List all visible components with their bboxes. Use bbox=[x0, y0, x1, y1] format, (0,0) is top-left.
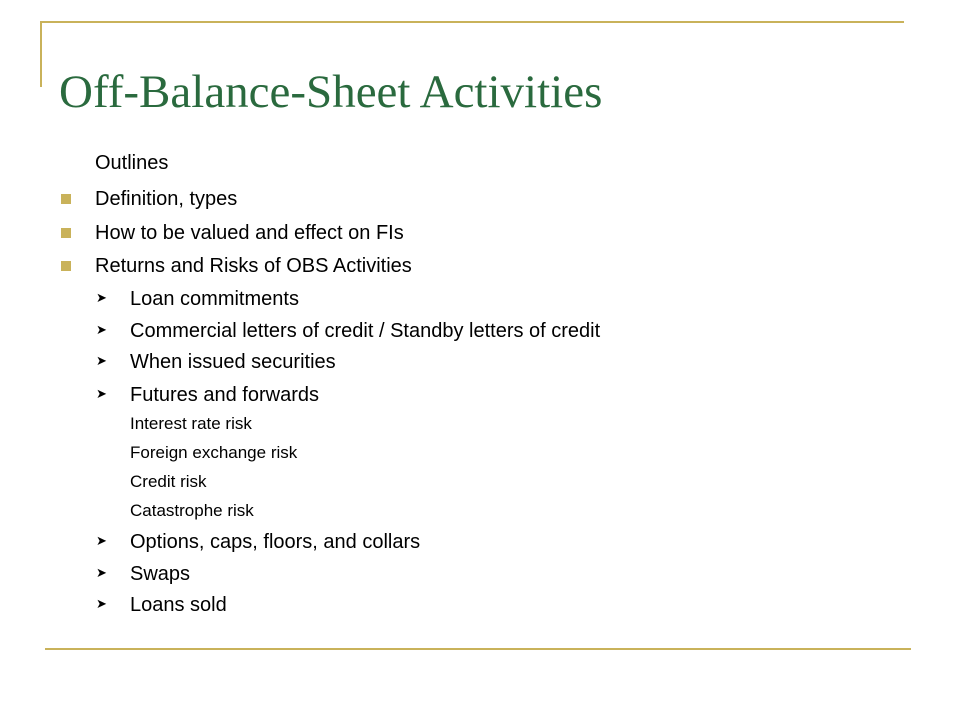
arrow-bullet-icon: ➤ bbox=[96, 597, 107, 612]
sub-item: Loan commitments bbox=[130, 288, 299, 310]
square-bullet-icon bbox=[61, 228, 71, 238]
arrow-bullet-icon: ➤ bbox=[96, 291, 107, 306]
bullet-item: Returns and Risks of OBS Activities bbox=[95, 255, 412, 277]
risk-item: Interest rate risk bbox=[130, 414, 252, 433]
square-bullet-icon bbox=[61, 261, 71, 271]
sub-item: Options, caps, floors, and collars bbox=[130, 531, 421, 553]
arrow-bullet-icon: ➤ bbox=[96, 387, 107, 402]
outline-heading: Outlines bbox=[95, 152, 169, 174]
risk-item: Credit risk bbox=[130, 472, 207, 491]
sub-item: Futures and forwards bbox=[130, 384, 319, 406]
arrow-bullet-icon: ➤ bbox=[96, 566, 107, 581]
arrow-bullet-icon: ➤ bbox=[96, 354, 107, 369]
sub-item: Swaps bbox=[130, 563, 191, 585]
arrow-bullet-icon: ➤ bbox=[96, 323, 107, 338]
sub-item: Loans sold bbox=[130, 594, 227, 616]
bullet-item: How to be valued and effect on FIs bbox=[95, 222, 404, 244]
risk-item: Catastrophe risk bbox=[130, 501, 254, 520]
bottom-rule bbox=[45, 648, 911, 650]
top-rule bbox=[40, 21, 904, 23]
arrow-bullet-icon: ➤ bbox=[96, 534, 107, 549]
sub-item: Commercial letters of credit / Standby letters of credit bbox=[130, 320, 601, 342]
sub-item: When issued securities bbox=[130, 351, 336, 373]
left-rule bbox=[40, 21, 42, 87]
risk-item: Foreign exchange risk bbox=[130, 443, 298, 462]
slide-title: Off-Balance-Sheet Activities bbox=[59, 66, 603, 118]
square-bullet-icon bbox=[61, 194, 71, 204]
bullet-item: Definition, types bbox=[95, 188, 238, 210]
